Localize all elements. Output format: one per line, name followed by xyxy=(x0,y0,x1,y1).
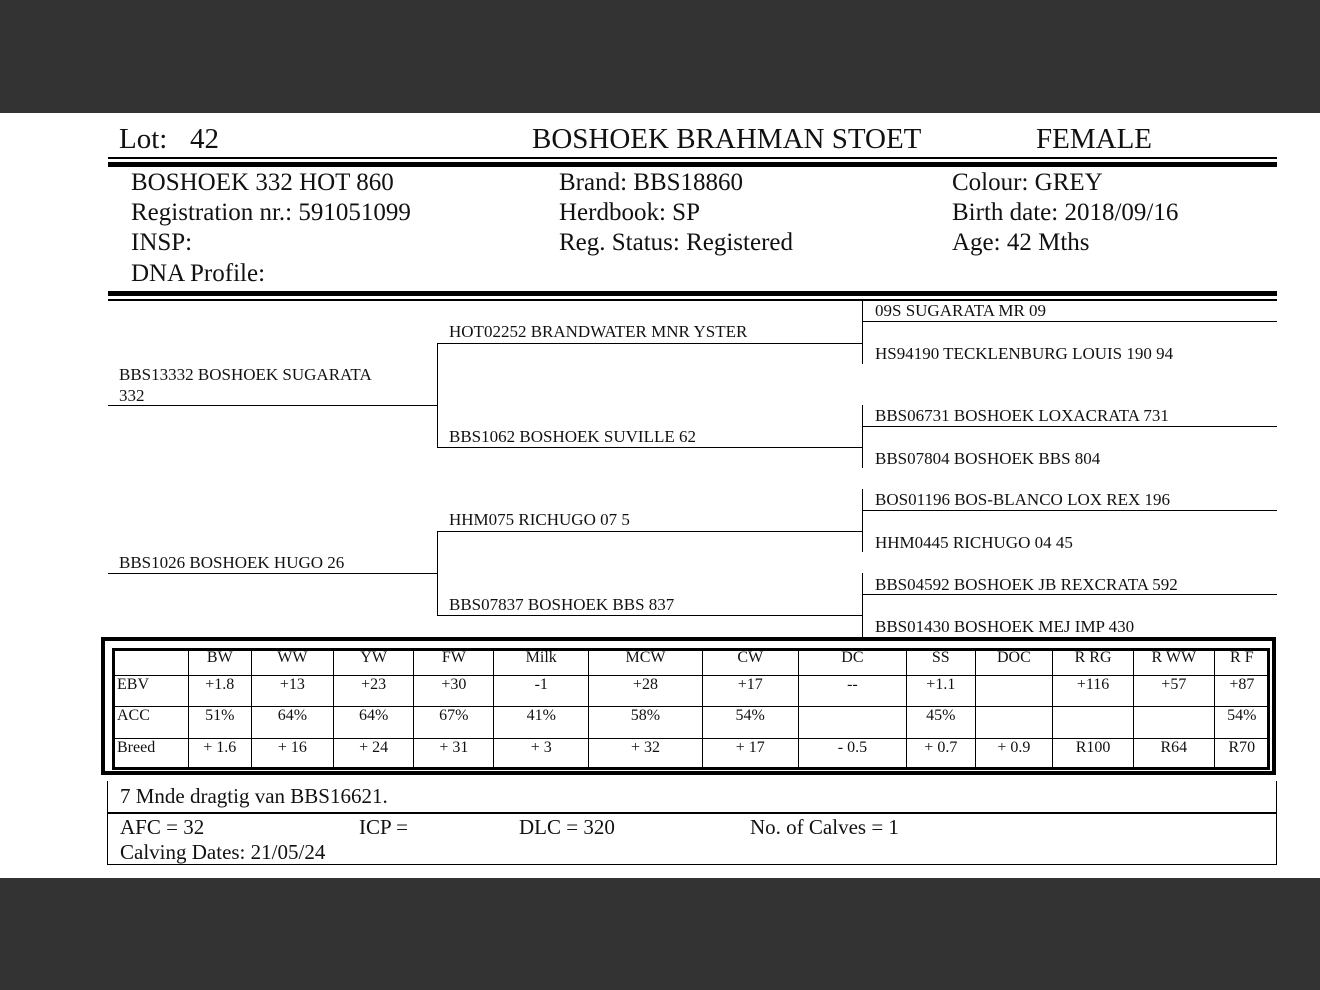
lot-label: Lot: xyxy=(119,123,168,155)
ebv-cell: - 0.5 xyxy=(798,738,906,769)
ebv-column-header: CW xyxy=(702,649,798,676)
ebv-column-header: WW xyxy=(251,649,333,676)
ebv-column-header: DC xyxy=(798,649,906,676)
ebv-row xyxy=(113,707,1270,738)
ebv-cell: + 24 xyxy=(333,738,414,769)
gg-name-8: BBS01430 BOSHOEK MEJ IMP 430 xyxy=(875,617,1135,636)
ebv-column-header xyxy=(113,649,189,676)
ebv-cell: -1 xyxy=(494,676,589,707)
ebv-column-header: R RG xyxy=(1053,649,1134,676)
sire-sire-line xyxy=(437,343,863,344)
ebv-cell: R64 xyxy=(1133,738,1214,769)
calving-dates: Calving Dates: 21/05/24 xyxy=(120,840,326,864)
ebv-column-header: Milk xyxy=(494,649,589,676)
sex-label: FEMALE xyxy=(1036,123,1152,155)
ebv-cell: +13 xyxy=(251,676,333,707)
ebv-cell: + 31 xyxy=(414,738,494,769)
ebv-table xyxy=(112,648,1270,770)
ebv-cell: 54% xyxy=(702,707,798,738)
ebv-cell: ACC xyxy=(113,707,189,738)
gg-name-6: HHM0445 RICHUGO 04 45 xyxy=(875,533,1073,552)
ebv-cell: + 16 xyxy=(251,738,333,769)
ebv-cell: +28 xyxy=(589,676,702,707)
ebv-cell: 58% xyxy=(589,707,702,738)
dam-name: BBS1026 BOSHOEK HUGO 26 xyxy=(119,553,345,572)
ebv-cell xyxy=(798,707,906,738)
sire-dam-name: BBS1062 BOSHOEK SUVILLE 62 xyxy=(449,427,696,446)
herdbook: Herdbook: SP xyxy=(559,199,700,226)
dam-line xyxy=(108,573,438,574)
pregnancy-note-box xyxy=(107,781,1277,813)
ebv-cell: +116 xyxy=(1053,676,1134,707)
gg-bracket-1 xyxy=(862,299,863,364)
info-divider-thin xyxy=(108,299,1277,301)
gg-bracket-2 xyxy=(862,405,863,468)
ebv-cell: 51% xyxy=(188,707,251,738)
ebv-cell: 54% xyxy=(1214,707,1269,738)
header-divider-thin xyxy=(108,157,1277,159)
sire-name: BBS13332 BOSHOEK SUGARATA xyxy=(119,365,372,384)
ebv-cell: 64% xyxy=(251,707,333,738)
ebv-column-header: R F xyxy=(1214,649,1269,676)
registration-number: Registration nr.: 591051099 xyxy=(131,199,411,226)
gg-line-5 xyxy=(862,510,1277,511)
afc-value: AFC = 32 xyxy=(120,815,205,839)
icp-value: ICP = xyxy=(359,815,408,839)
ebv-cell: +30 xyxy=(414,676,494,707)
ebv-cell xyxy=(975,707,1053,738)
brand: Brand: BBS18860 xyxy=(559,169,744,196)
birth-date: Birth date: 2018/09/16 xyxy=(952,199,1179,226)
ebv-header-row xyxy=(113,649,1270,676)
dam-sire-line xyxy=(437,531,863,532)
sire-line xyxy=(108,405,438,406)
pregnancy-note: 7 Mnde dragtig van BBS16621. xyxy=(120,784,388,808)
gg-name-5: BOS01196 BOS-BLANCO LOX REX 196 xyxy=(875,490,1171,509)
ebv-cell: + 17 xyxy=(702,738,798,769)
ebv-cell xyxy=(975,676,1053,707)
ebv-cell: 64% xyxy=(333,707,414,738)
ebv-cell: 45% xyxy=(907,707,975,738)
gg-name-1: 09S SUGARATA MR 09 xyxy=(875,301,1047,320)
ebv-cell: +1.1 xyxy=(907,676,975,707)
dam-bracket xyxy=(437,531,438,615)
gg-name-7: BBS04592 BOSHOEK JB REXCRATA 592 xyxy=(875,575,1178,594)
dna-profile: DNA Profile: xyxy=(131,260,266,287)
gg-line-7 xyxy=(862,594,1277,595)
ebv-column-header: YW xyxy=(333,649,414,676)
gg-name-3: BBS06731 BOSHOEK LOXACRATA 731 xyxy=(875,406,1169,425)
herd-name: BOSHOEK BRAHMAN STOET xyxy=(532,123,922,155)
info-divider-thick xyxy=(108,291,1277,296)
lot-number: 42 xyxy=(190,123,219,155)
dam-dam-name: BBS07837 BOSHOEK BBS 837 xyxy=(449,595,675,614)
gg-line-1 xyxy=(862,321,1277,322)
sire-sire-name: HOT02252 BRANDWATER MNR YSTER xyxy=(449,322,748,341)
ebv-row xyxy=(113,676,1270,707)
ebv-column-header: BW xyxy=(188,649,251,676)
gg-bracket-4 xyxy=(862,573,863,637)
ebv-cell: + 32 xyxy=(589,738,702,769)
ebv-column-header: FW xyxy=(414,649,494,676)
dlc-value: DLC = 320 xyxy=(519,815,615,839)
ebv-cell: EBV xyxy=(113,676,189,707)
ebv-cell: 41% xyxy=(494,707,589,738)
colour: Colour: GREY xyxy=(952,169,1103,196)
gg-line-3 xyxy=(862,426,1277,427)
ebv-cell: + 3 xyxy=(494,738,589,769)
ebv-cell: +1.8 xyxy=(188,676,251,707)
ebv-cell: + 0.7 xyxy=(907,738,975,769)
gg-name-2: HS94190 TECKLENBURG LOUIS 190 94 xyxy=(875,344,1174,363)
ebv-cell: + 1.6 xyxy=(188,738,251,769)
ebv-column-header: R WW xyxy=(1133,649,1214,676)
ebv-column-header: SS xyxy=(907,649,975,676)
pedigree-page xyxy=(0,113,1320,878)
header-divider-thick xyxy=(108,162,1277,167)
ebv-cell: +23 xyxy=(333,676,414,707)
ebv-column-header: DOC xyxy=(975,649,1053,676)
ebv-column-header: MCW xyxy=(589,649,702,676)
ebv-cell xyxy=(1133,707,1214,738)
dam-sire-name: HHM075 RICHUGO 07 5 xyxy=(449,510,630,529)
ebv-cell xyxy=(1053,707,1134,738)
sire-name-cont: 332 xyxy=(119,386,145,405)
ebv-cell: Breed xyxy=(113,738,189,769)
ebv-row xyxy=(113,738,1270,769)
ebv-cell: + 0.9 xyxy=(975,738,1053,769)
insp-label: INSP: xyxy=(131,229,193,256)
sire-dam-line xyxy=(437,447,863,448)
ebv-cell: R70 xyxy=(1214,738,1269,769)
ebv-cell: 67% xyxy=(414,707,494,738)
ebv-cell: +87 xyxy=(1214,676,1269,707)
ebv-cell: +17 xyxy=(702,676,798,707)
calving-stats-box xyxy=(107,813,1277,865)
ebv-cell: R100 xyxy=(1053,738,1134,769)
dam-dam-line xyxy=(437,615,863,616)
calves-count: No. of Calves = 1 xyxy=(750,815,899,839)
ebv-cell: +57 xyxy=(1133,676,1214,707)
gg-bracket-3 xyxy=(862,489,863,552)
ebv-cell: -- xyxy=(798,676,906,707)
sire-bracket xyxy=(437,343,438,447)
reg-status: Reg. Status: Registered xyxy=(559,229,793,256)
age: Age: 42 Mths xyxy=(952,229,1090,256)
gg-name-4: BBS07804 BOSHOEK BBS 804 xyxy=(875,449,1101,468)
animal-name: BOSHOEK 332 HOT 860 xyxy=(131,169,394,196)
